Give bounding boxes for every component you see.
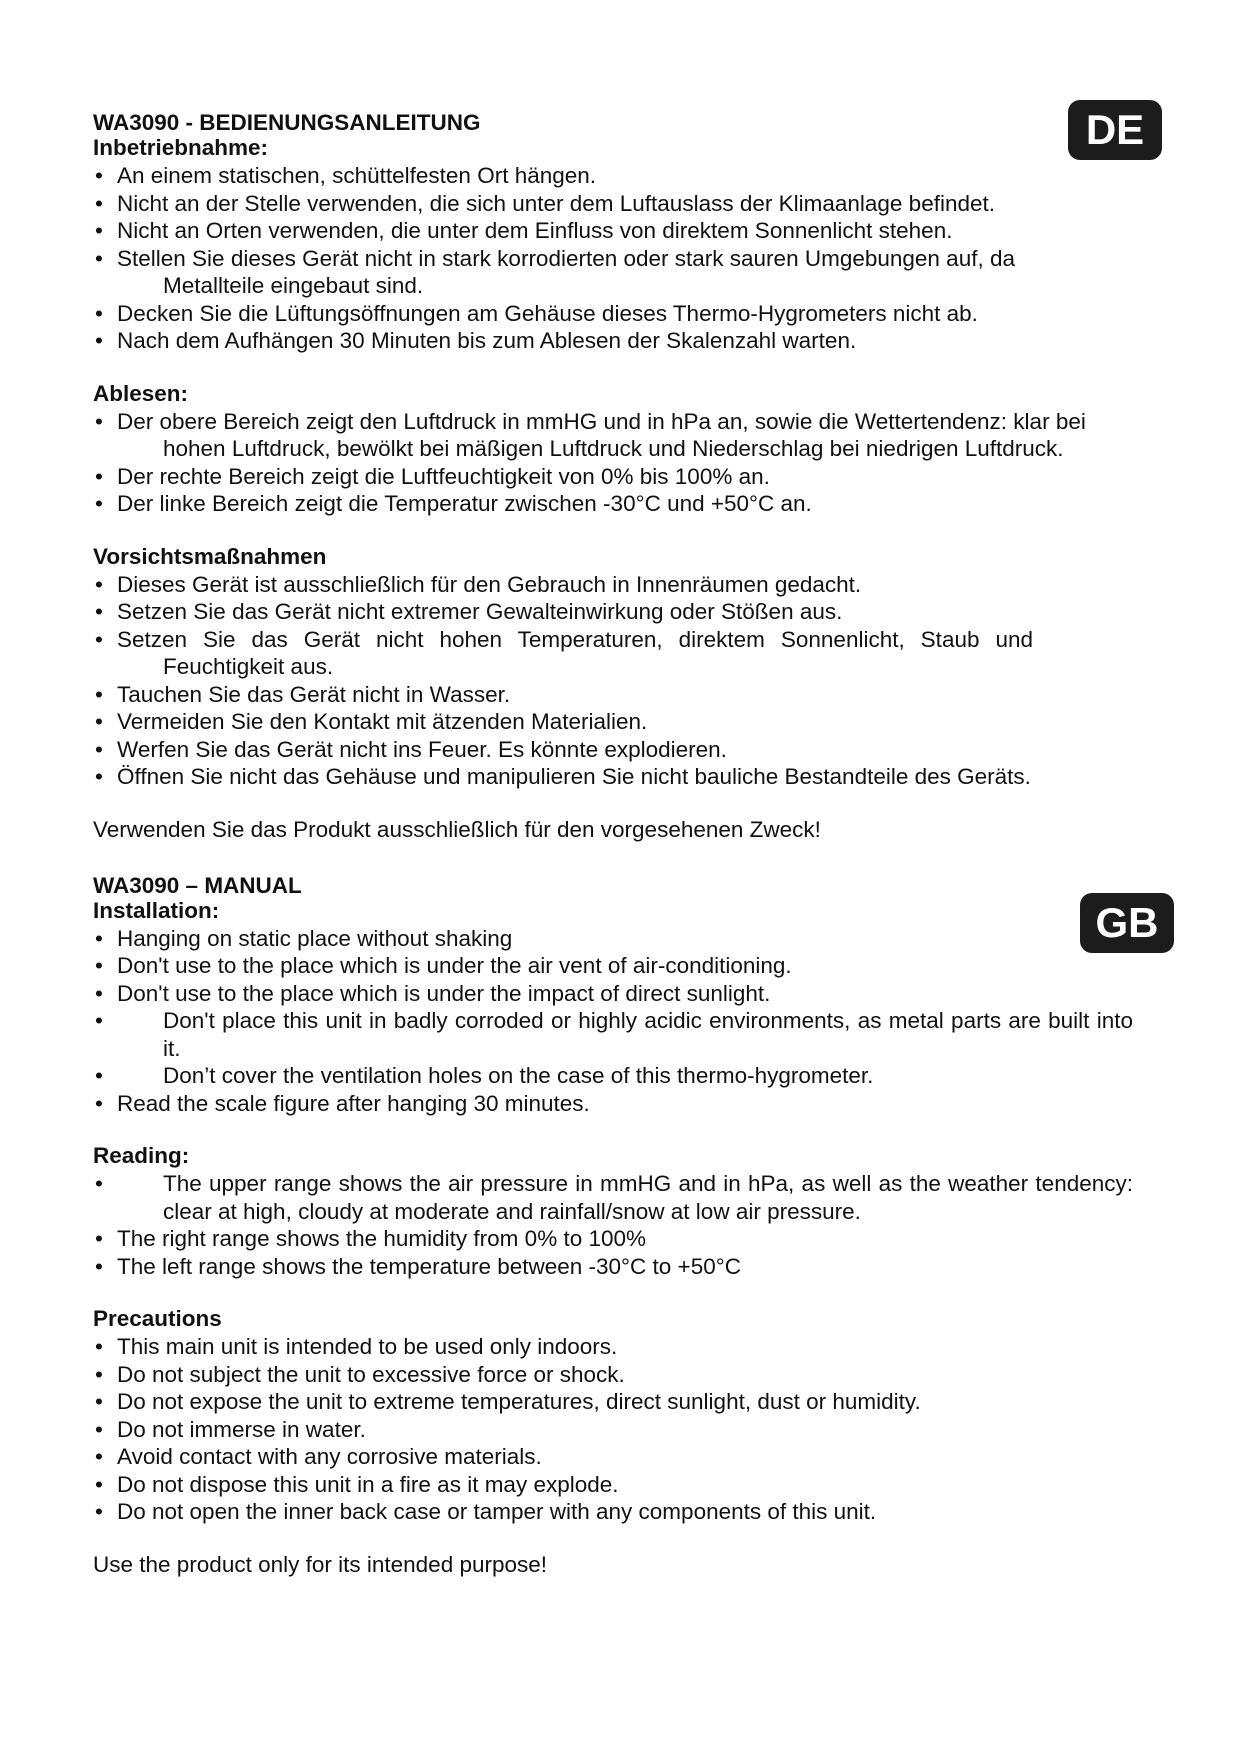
precautions-gb [93,1306,1153,1526]
language-badge-de: DE [1068,100,1162,160]
installation-heading-de: Inbetriebnahme: [93,135,269,160]
list-item: • Der linke Bereich zeigt die Temperatur zwischen -30°C und +50°C an. [95,491,812,516]
list-item: • Vermeiden Sie den Kontakt mit ätzenden Materialien. [95,709,648,734]
list-item: • The upper range shows the air pressure in mmHG and in hPa, as well as the weather tendency: clear at high, cloudy at moderate and rainfall/snow at low air pressure. [95,1171,1133,1224]
language-badge-gb: GB [1080,893,1174,953]
reading-heading-de: Ablesen: [93,380,189,406]
document-page [93,110,1153,1600]
list-item: • Do not open the inner back case or tamper with any components of this unit. [95,1499,877,1524]
title-de: WA3090 - BEDIENUNGSANLEITUNG [93,110,481,135]
installation-heading-gb: Installation: [93,897,220,923]
list-item: • Öffnen Sie nicht das Gehäuse und manipulieren Sie nicht bauliche Bestandteile des Geräts. [95,764,1031,789]
list-item: • Nach dem Aufhängen 30 Minuten bis zum Ablesen der Skalenzahl warten. [95,328,857,353]
reading-heading-gb: Reading: [93,1143,190,1168]
list-item: • Setzen Sie das Gerät nicht hohen Temperaturen, direktem Sonnenlicht, Staub und Feuchtigkeit aus. [95,626,1033,679]
section-gb [93,873,1153,1578]
precautions-list-gb [93,1333,1153,1526]
list-item: • The left range shows the temperature between -30°C to +50°C [95,1253,741,1279]
list-item: • Tauchen Sie das Gerät nicht in Wasser. [95,681,511,707]
installation-gb [93,898,1153,1118]
precautions-heading-de: Vorsichtsmaßnahmen [93,543,327,569]
precautions-heading-gb: Precautions [93,1306,222,1331]
list-item: • Do not subject the unit to excessive force or shock. [95,1361,625,1387]
list-item: • Nicht an der Stelle verwenden, die sich unter dem Luftauslass der Klimaanlage befindet. [95,190,996,216]
usage-note-de: Verwenden Sie das Produkt ausschließlich für den vorgesehenen Zweck! [93,816,821,842]
title-gb: WA3090 – MANUAL [93,872,302,898]
list-item: • Stellen Sie dieses Gerät nicht in stark korrodierten oder stark sauren Umgebungen auf, da Metallteile eingebaut sind. [95,245,1015,298]
reading-gb [93,1143,1153,1280]
list-item: • Hanging on static place without shaking [95,925,513,951]
precautions-list-de [93,571,1153,791]
section-de [93,110,1153,843]
list-item: • Der rechte Bereich zeigt die Luftfeuchtigkeit von 0% bis 100% an. [95,463,770,489]
list-item: • Nicht an Orten verwenden, die unter dem Einfluss von direktem Sonnenlicht stehen. [95,218,953,243]
list-item: • An einem statischen, schüttelfesten Ort hängen. [95,163,597,188]
reading-list-gb [93,1170,1153,1280]
list-item: • Do not expose the unit to extreme temperatures, direct sunlight, dust or humidity. [95,1389,921,1414]
list-item: • Do not immerse in water. [95,1416,366,1442]
list-item: • Don't use to the place which is under the impact of direct sunlight. [95,980,771,1006]
installation-list-de [93,162,1153,355]
list-item: • The right range shows the humidity from 0% to 100% [95,1226,647,1251]
reading-de [93,381,1153,518]
list-item: • Der obere Bereich zeigt den Luftdruck in mmHG und in hPa an, sowie die Wettertendenz: klar bei hohen Luftdruck, bewölkt bei mäßigen Luftdruck und Niederschlag bei niedrigen Luftdruck. [95,408,1086,461]
installation-de [93,135,1153,355]
list-item: • This main unit is intended to be used only indoors. [95,1334,618,1359]
usage-note-gb: Use the product only for its intended purpose! [93,1551,548,1577]
list-item: • Don't use to the place which is under the air vent of air-conditioning. [95,953,792,978]
list-item: • Decken Sie die Lüftungsöffnungen am Gehäuse dieses Thermo-Hygrometers nicht ab. [95,300,978,326]
list-item: • Do not dispose this unit in a fire as it may explode. [95,1471,619,1497]
reading-list-de [93,408,1153,518]
installation-list-gb [93,925,1153,1118]
list-item: • Avoid contact with any corrosive materials. [95,1444,542,1469]
list-item: • Setzen Sie das Gerät nicht extremer Gewalteinwirkung oder Stößen aus. [95,599,843,624]
list-item: • Don't place this unit in badly corroded or highly acidic environments, as metal parts are built into it. [95,1008,1133,1061]
list-item: • Werfen Sie das Gerät nicht ins Feuer. Es könnte explodieren. [95,736,727,762]
list-item: • Read the scale figure after hanging 30 minutes. [95,1090,590,1116]
precautions-de [93,544,1153,791]
list-item: • Don’t cover the ventilation holes on the case of this thermo-hygrometer. [95,1063,874,1088]
list-item: • Dieses Gerät ist ausschließlich für den Gebrauch in Innenräumen gedacht. [95,571,862,597]
